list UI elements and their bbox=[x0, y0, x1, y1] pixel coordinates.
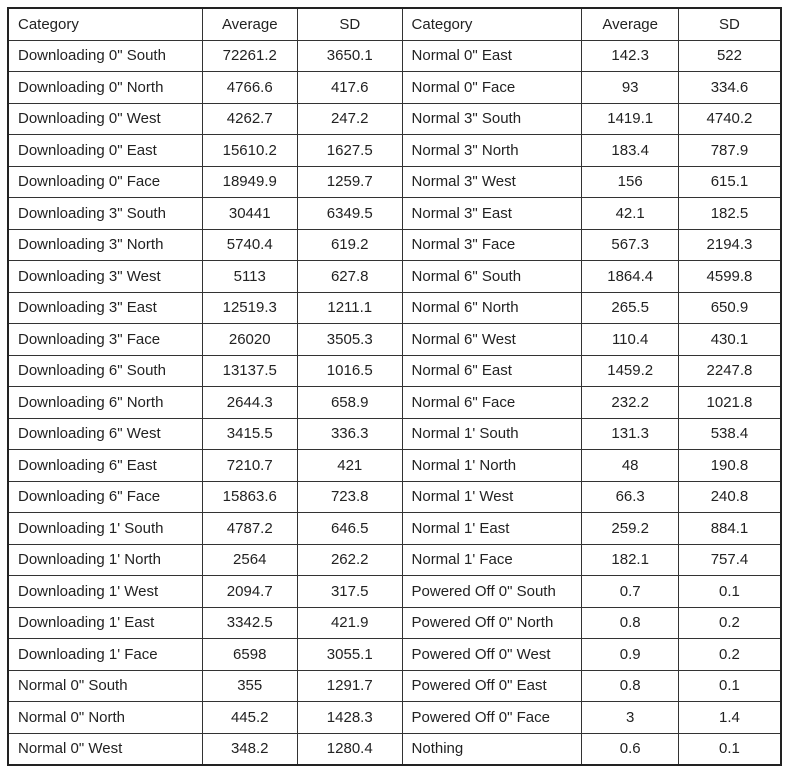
sd-right-cell: 2247.8 bbox=[678, 355, 781, 387]
sd-left-cell: 646.5 bbox=[297, 513, 402, 545]
average-left-cell: 4787.2 bbox=[202, 513, 297, 545]
average-left-cell: 12519.3 bbox=[202, 292, 297, 324]
average-left-cell: 348.2 bbox=[202, 733, 297, 765]
category-left-cell: Downloading 1' South bbox=[8, 513, 202, 545]
table-row bbox=[8, 544, 781, 576]
sd-left-cell: 3505.3 bbox=[297, 324, 402, 356]
sd-left-cell: 336.3 bbox=[297, 418, 402, 450]
table-row bbox=[8, 607, 781, 639]
table-body bbox=[8, 40, 781, 765]
sd-right-cell: 182.5 bbox=[678, 198, 781, 230]
category-right-cell: Normal 1' Face bbox=[402, 544, 582, 576]
average-right-cell: 142.3 bbox=[582, 40, 678, 72]
average-right-cell: 66.3 bbox=[582, 481, 678, 513]
average-right-cell: 259.2 bbox=[582, 513, 678, 545]
table-row bbox=[8, 639, 781, 671]
average-right-cell: 1419.1 bbox=[582, 103, 678, 135]
sd-left-cell: 421.9 bbox=[297, 607, 402, 639]
category-right-cell: Normal 1' South bbox=[402, 418, 582, 450]
sd-left-cell: 6349.5 bbox=[297, 198, 402, 230]
category-right-cell: Normal 3" North bbox=[402, 135, 582, 167]
category-left-cell: Downloading 0" North bbox=[8, 72, 202, 104]
category-right-cell: Normal 6" East bbox=[402, 355, 582, 387]
average-left-cell: 30441 bbox=[202, 198, 297, 230]
sd-right-cell: 430.1 bbox=[678, 324, 781, 356]
sd-right-cell: 1021.8 bbox=[678, 387, 781, 419]
header-average-right: Average bbox=[582, 8, 678, 40]
category-left-cell: Downloading 0" South bbox=[8, 40, 202, 72]
category-left-cell: Downloading 3" East bbox=[8, 292, 202, 324]
sd-left-cell: 723.8 bbox=[297, 481, 402, 513]
category-right-cell: Normal 0" East bbox=[402, 40, 582, 72]
category-right-cell: Powered Off 0" North bbox=[402, 607, 582, 639]
category-left-cell: Downloading 3" South bbox=[8, 198, 202, 230]
sd-right-cell: 4599.8 bbox=[678, 261, 781, 293]
average-left-cell: 7210.7 bbox=[202, 450, 297, 482]
category-right-cell: Powered Off 0" West bbox=[402, 639, 582, 671]
average-left-cell: 3342.5 bbox=[202, 607, 297, 639]
sd-left-cell: 3650.1 bbox=[297, 40, 402, 72]
category-left-cell: Downloading 1' North bbox=[8, 544, 202, 576]
average-right-cell: 93 bbox=[582, 72, 678, 104]
average-left-cell: 18949.9 bbox=[202, 166, 297, 198]
sd-right-cell: 0.1 bbox=[678, 670, 781, 702]
average-right-cell: 182.1 bbox=[582, 544, 678, 576]
category-right-cell: Normal 0" Face bbox=[402, 72, 582, 104]
sd-left-cell: 421 bbox=[297, 450, 402, 482]
category-right-cell: Normal 6" North bbox=[402, 292, 582, 324]
sd-right-cell: 240.8 bbox=[678, 481, 781, 513]
category-left-cell: Downloading 0" Face bbox=[8, 166, 202, 198]
category-left-cell: Downloading 6" Face bbox=[8, 481, 202, 513]
sd-right-cell: 4740.2 bbox=[678, 103, 781, 135]
sd-right-cell: 538.4 bbox=[678, 418, 781, 450]
category-right-cell: Normal 3" West bbox=[402, 166, 582, 198]
category-left-cell: Downloading 1' Face bbox=[8, 639, 202, 671]
category-left-cell: Downloading 6" East bbox=[8, 450, 202, 482]
average-left-cell: 3415.5 bbox=[202, 418, 297, 450]
table-row bbox=[8, 576, 781, 608]
sd-left-cell: 1627.5 bbox=[297, 135, 402, 167]
category-left-cell: Downloading 1' East bbox=[8, 607, 202, 639]
table-row bbox=[8, 40, 781, 72]
average-right-cell: 42.1 bbox=[582, 198, 678, 230]
average-right-cell: 0.8 bbox=[582, 607, 678, 639]
average-right-cell: 3 bbox=[582, 702, 678, 734]
table-row bbox=[8, 670, 781, 702]
sd-right-cell: 650.9 bbox=[678, 292, 781, 324]
table-row bbox=[8, 418, 781, 450]
average-left-cell: 15610.2 bbox=[202, 135, 297, 167]
category-left-cell: Downloading 6" North bbox=[8, 387, 202, 419]
table-row bbox=[8, 135, 781, 167]
sd-left-cell: 1016.5 bbox=[297, 355, 402, 387]
average-right-cell: 48 bbox=[582, 450, 678, 482]
average-left-cell: 2564 bbox=[202, 544, 297, 576]
table-row bbox=[8, 733, 781, 765]
average-left-cell: 355 bbox=[202, 670, 297, 702]
average-right-cell: 183.4 bbox=[582, 135, 678, 167]
category-left-cell: Downloading 6" West bbox=[8, 418, 202, 450]
header-row bbox=[8, 8, 781, 40]
sd-right-cell: 0.1 bbox=[678, 733, 781, 765]
data-table bbox=[7, 7, 782, 766]
category-right-cell: Normal 1' West bbox=[402, 481, 582, 513]
header-sd-right: SD bbox=[678, 8, 781, 40]
average-left-cell: 2094.7 bbox=[202, 576, 297, 608]
category-right-cell: Normal 1' North bbox=[402, 450, 582, 482]
data-table-container bbox=[7, 7, 782, 766]
sd-left-cell: 317.5 bbox=[297, 576, 402, 608]
table-row bbox=[8, 72, 781, 104]
sd-left-cell: 1291.7 bbox=[297, 670, 402, 702]
table-row bbox=[8, 261, 781, 293]
category-right-cell: Normal 1' East bbox=[402, 513, 582, 545]
table-row bbox=[8, 450, 781, 482]
average-right-cell: 156 bbox=[582, 166, 678, 198]
category-left-cell: Downloading 3" North bbox=[8, 229, 202, 261]
sd-right-cell: 757.4 bbox=[678, 544, 781, 576]
average-left-cell: 6598 bbox=[202, 639, 297, 671]
sd-left-cell: 3055.1 bbox=[297, 639, 402, 671]
header-average-left: Average bbox=[202, 8, 297, 40]
header-sd-left: SD bbox=[297, 8, 402, 40]
category-right-cell: Normal 6" South bbox=[402, 261, 582, 293]
average-right-cell: 131.3 bbox=[582, 418, 678, 450]
average-left-cell: 4262.7 bbox=[202, 103, 297, 135]
sd-right-cell: 190.8 bbox=[678, 450, 781, 482]
sd-left-cell: 619.2 bbox=[297, 229, 402, 261]
table-row bbox=[8, 292, 781, 324]
sd-right-cell: 2194.3 bbox=[678, 229, 781, 261]
category-left-cell: Downloading 0" West bbox=[8, 103, 202, 135]
category-left-cell: Normal 0" West bbox=[8, 733, 202, 765]
sd-right-cell: 1.4 bbox=[678, 702, 781, 734]
sd-right-cell: 615.1 bbox=[678, 166, 781, 198]
average-left-cell: 13137.5 bbox=[202, 355, 297, 387]
table-row bbox=[8, 229, 781, 261]
sd-left-cell: 1211.1 bbox=[297, 292, 402, 324]
category-left-cell: Downloading 3" West bbox=[8, 261, 202, 293]
average-left-cell: 5740.4 bbox=[202, 229, 297, 261]
sd-right-cell: 522 bbox=[678, 40, 781, 72]
category-left-cell: Downloading 1' West bbox=[8, 576, 202, 608]
category-right-cell: Normal 3" East bbox=[402, 198, 582, 230]
average-right-cell: 567.3 bbox=[582, 229, 678, 261]
sd-right-cell: 787.9 bbox=[678, 135, 781, 167]
sd-right-cell: 884.1 bbox=[678, 513, 781, 545]
average-right-cell: 0.8 bbox=[582, 670, 678, 702]
average-left-cell: 445.2 bbox=[202, 702, 297, 734]
average-right-cell: 265.5 bbox=[582, 292, 678, 324]
sd-right-cell: 0.1 bbox=[678, 576, 781, 608]
category-right-cell: Powered Off 0" East bbox=[402, 670, 582, 702]
average-left-cell: 5113 bbox=[202, 261, 297, 293]
table-row bbox=[8, 324, 781, 356]
average-left-cell: 72261.2 bbox=[202, 40, 297, 72]
table-row bbox=[8, 387, 781, 419]
category-right-cell: Powered Off 0" Face bbox=[402, 702, 582, 734]
average-right-cell: 1459.2 bbox=[582, 355, 678, 387]
average-right-cell: 232.2 bbox=[582, 387, 678, 419]
table-row bbox=[8, 513, 781, 545]
category-left-cell: Downloading 0" East bbox=[8, 135, 202, 167]
category-left-cell: Normal 0" South bbox=[8, 670, 202, 702]
category-right-cell: Normal 6" West bbox=[402, 324, 582, 356]
sd-right-cell: 0.2 bbox=[678, 639, 781, 671]
sd-right-cell: 334.6 bbox=[678, 72, 781, 104]
category-right-cell: Normal 3" South bbox=[402, 103, 582, 135]
table-row bbox=[8, 355, 781, 387]
sd-left-cell: 1259.7 bbox=[297, 166, 402, 198]
sd-left-cell: 627.8 bbox=[297, 261, 402, 293]
table-row bbox=[8, 166, 781, 198]
average-left-cell: 4766.6 bbox=[202, 72, 297, 104]
average-right-cell: 0.9 bbox=[582, 639, 678, 671]
category-left-cell: Downloading 3" Face bbox=[8, 324, 202, 356]
average-left-cell: 2644.3 bbox=[202, 387, 297, 419]
sd-left-cell: 417.6 bbox=[297, 72, 402, 104]
category-right-cell: Normal 6" Face bbox=[402, 387, 582, 419]
category-right-cell: Powered Off 0" South bbox=[402, 576, 582, 608]
sd-left-cell: 247.2 bbox=[297, 103, 402, 135]
table-row bbox=[8, 702, 781, 734]
category-right-cell: Normal 3" Face bbox=[402, 229, 582, 261]
table-row bbox=[8, 481, 781, 513]
sd-left-cell: 658.9 bbox=[297, 387, 402, 419]
header-category-left: Category bbox=[8, 8, 202, 40]
sd-left-cell: 262.2 bbox=[297, 544, 402, 576]
table-row bbox=[8, 198, 781, 230]
average-right-cell: 0.6 bbox=[582, 733, 678, 765]
average-left-cell: 15863.6 bbox=[202, 481, 297, 513]
sd-left-cell: 1428.3 bbox=[297, 702, 402, 734]
average-right-cell: 1864.4 bbox=[582, 261, 678, 293]
average-right-cell: 0.7 bbox=[582, 576, 678, 608]
sd-left-cell: 1280.4 bbox=[297, 733, 402, 765]
category-right-cell: Nothing bbox=[402, 733, 582, 765]
category-left-cell: Downloading 6" South bbox=[8, 355, 202, 387]
table-row bbox=[8, 103, 781, 135]
average-left-cell: 26020 bbox=[202, 324, 297, 356]
category-left-cell: Normal 0" North bbox=[8, 702, 202, 734]
average-right-cell: 110.4 bbox=[582, 324, 678, 356]
sd-right-cell: 0.2 bbox=[678, 607, 781, 639]
header-category-right: Category bbox=[402, 8, 582, 40]
